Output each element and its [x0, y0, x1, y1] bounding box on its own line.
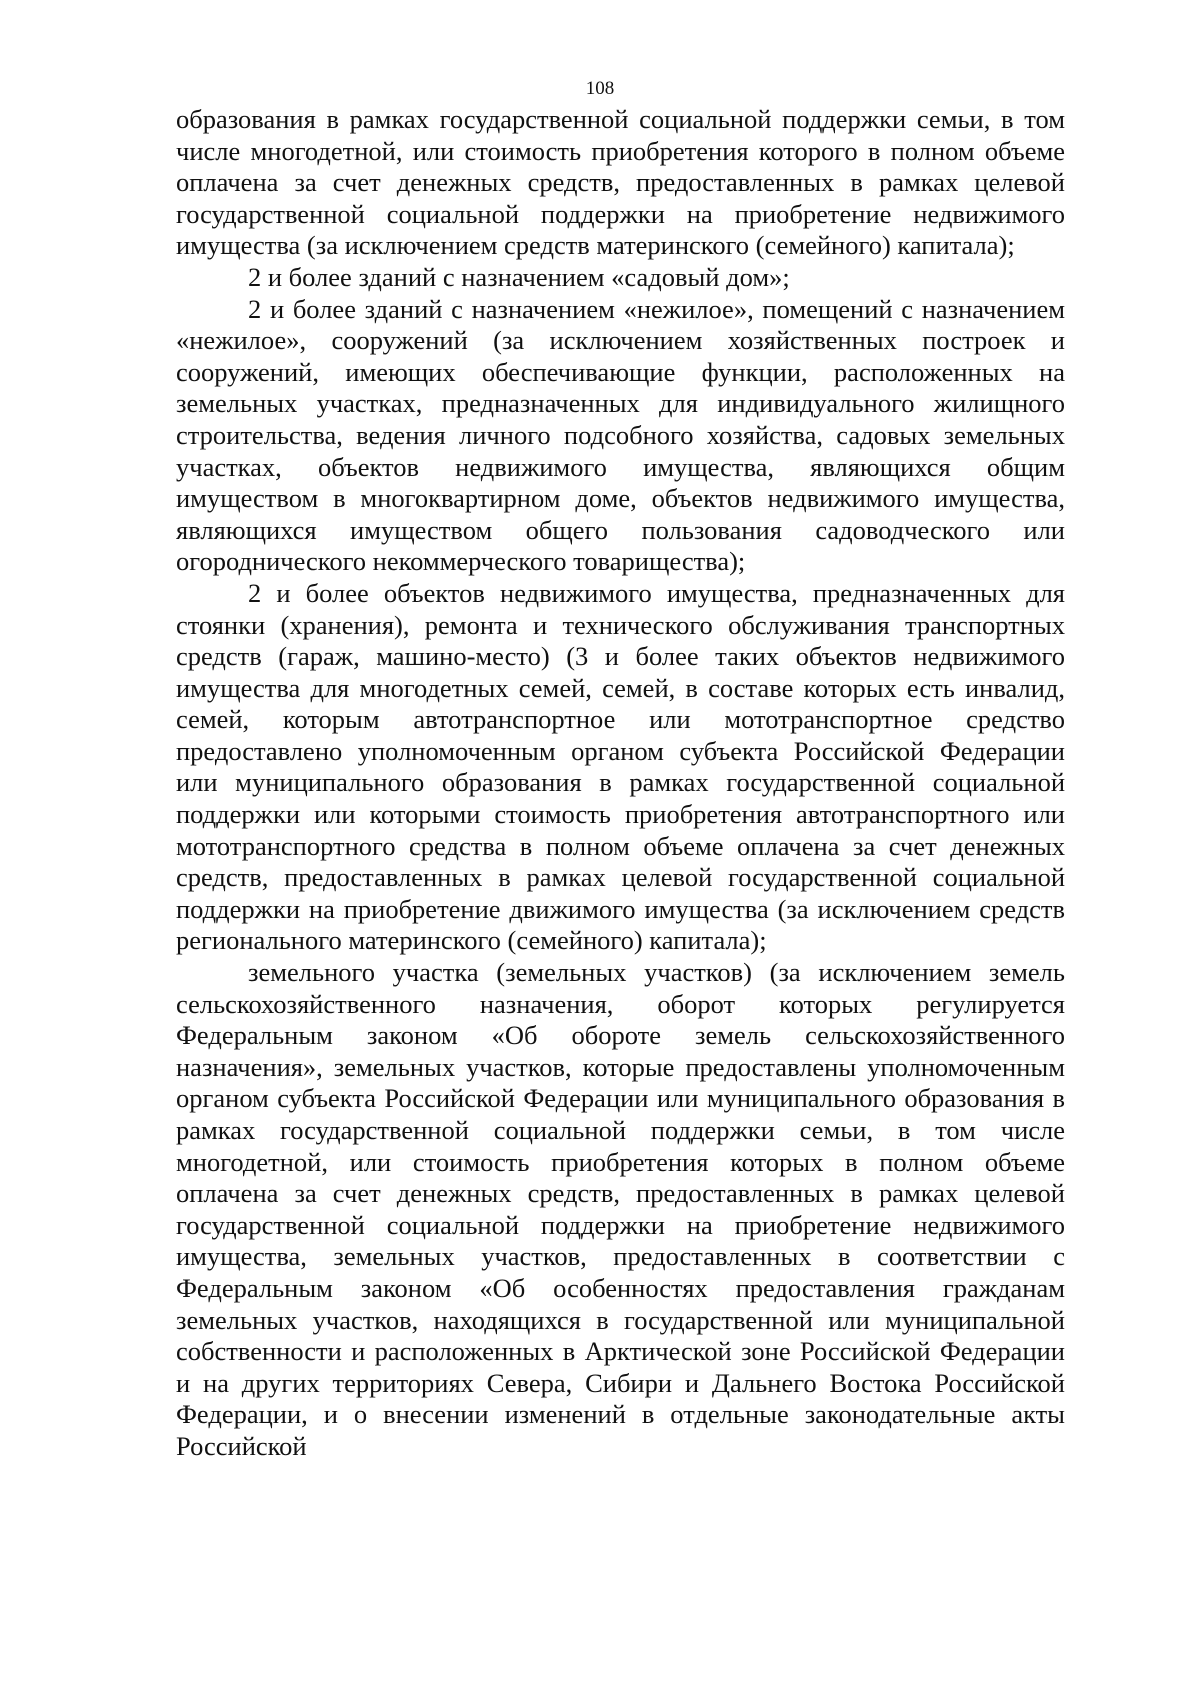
document-body	[176, 104, 1065, 1463]
paragraph-continuation: образования в рамках государственной социальной поддержки семьи, в том числе многодетной, или стоимость приобретения которого в полном объеме оплачена за счет денежных средств, предоставленных в рамках целевой государственной социальной поддержки на приобретение недвижимого имущества (за исключением средств материнского (семейного) капитала);	[176, 104, 1065, 261]
paragraph-garages: 2 и более объектов недвижимого имущества, предназначенных для стоянки (хранения), ремонта и технического обслуживания транспортных средств (гараж, машино-место) (3 и более таких объектов недвижимого имущества для многодетных семей, семей, в составе которых есть инвалид, семей, которым автотранспортное или мототранспортное средство предоставлено уполномоченным органом субъекта Российской Федерации или муниципального образования в рамках государственной социальной поддержки или которыми стоимость приобретения автотранспортного или мототранспортного средства в полном объеме оплачена за счет денежных средств, предоставленных в рамках целевой государственной социальной поддержки на приобретение движимого имущества (за исключением средств регионального материнского (семейного) капитала);	[176, 577, 1065, 956]
paragraph-garden-houses: 2 и более зданий с назначением «садовый дом»;	[248, 261, 790, 292]
paragraph-land-plots: земельного участка (земельных участков) (за исключением земель сельскохозяйственного назначения, оборот которых регулируется Федеральным законом «Об обороте земель сельскохозяйственного назначения», земельных участков, которые предоставлены уполномоченным органом субъекта Российской Федерации или муниципального образования в рамках государственной социальной поддержки семьи, в том числе многодетной, или стоимость приобретения которых в полном объеме оплачена за счет денежных средств, предоставленных в рамках целевой государственной социальной поддержки на приобретение недвижимого имущества, земельных участков, предоставленных в соответствии с Федеральным законом «Об особенностях предоставления гражданам земельных участков, находящихся в государственной или муниципальной собственности и расположенных в Арктической зоне Российской Федерации и на других территориях Севера, Сибири и Дальнего Востока Российской Федерации, и о внесении изменений в отдельные законодательные акты Российской	[176, 957, 1065, 1461]
paragraph-non-residential-buildings: 2 и более зданий с назначением «нежилое», помещений с назначением «нежилое», сооружений (за исключением хозяйственных построек и сооружений, имеющих обеспечивающие функции, расположенных на земельных участках, предназначенных для индивидуального жилищного строительства, ведения личного подсобного хозяйства, садовых земельных участках, объектов недвижимого имущества, являющихся общим имуществом в многоквартирном доме, объектов недвижимого имущества, являющихся имуществом общего пользования садоводческого или огороднического некоммерческого товарищества);	[176, 293, 1065, 577]
page-number: 108	[585, 78, 615, 99]
